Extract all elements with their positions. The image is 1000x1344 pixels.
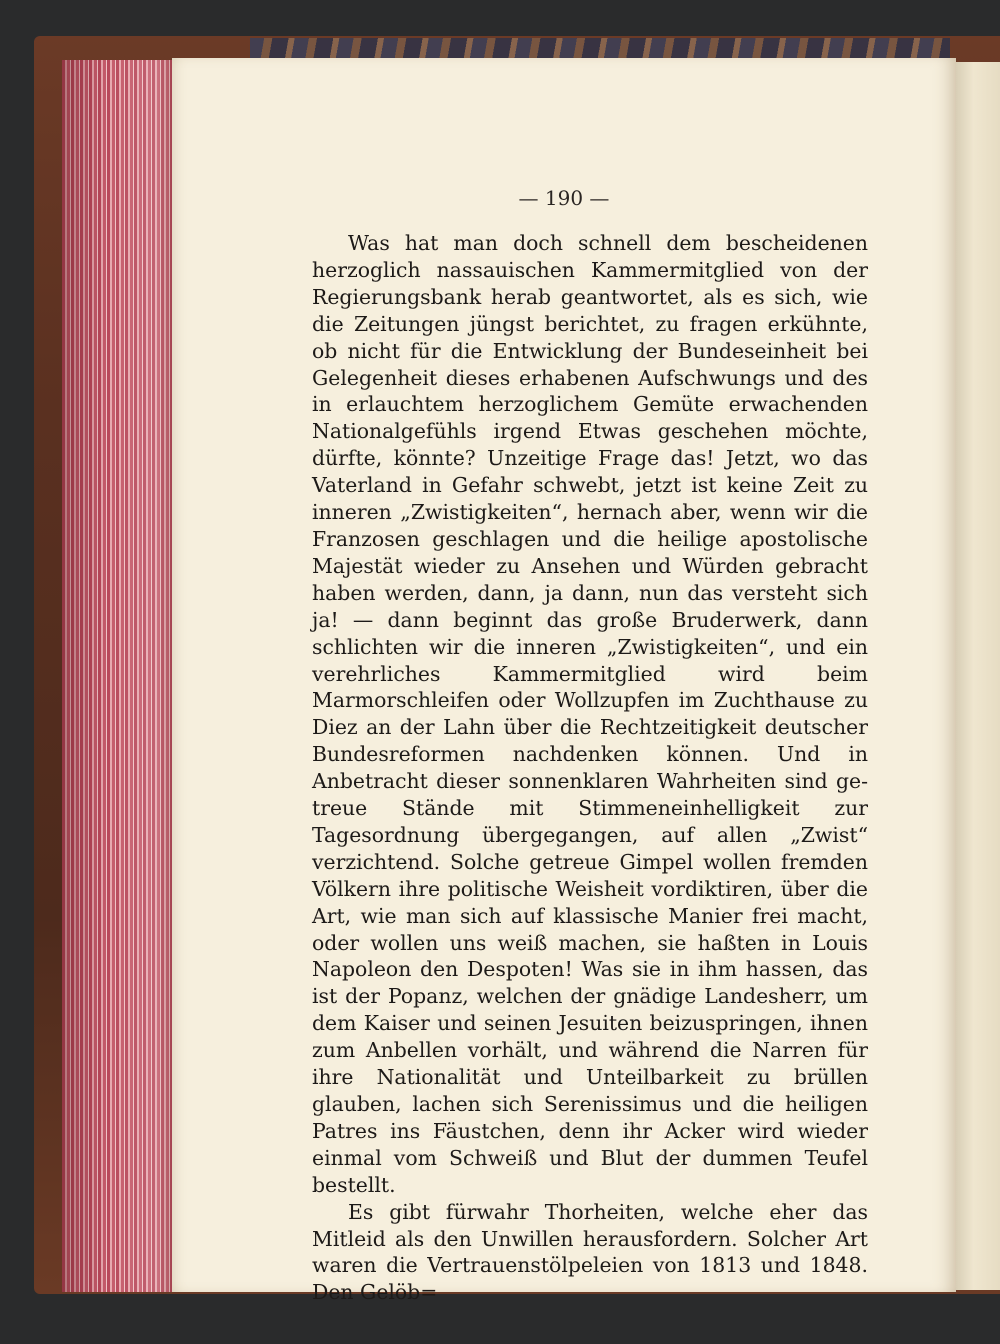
page-text xyxy=(312,230,868,1306)
paragraph: Was hat man doch schnell dem bescheidenen herzoglich nassauischen Kammermitglied von der Regierungsbank herab geantwortet, als es sich, wie die Zeitungen jüngst berichtet, zu fragen erkühnte, ob nicht für die Entwicklung der Bundeseinheit bei Gelegenheit dieses erhabenen Aufschwungs und des in erlauchtem herzoglichem Gemüte erwachenden Nationalgefühls irgend Etwas geschehen möchte, dürfte, könnte? Unzeitige Frage das! Jetzt, wo das Vaterland in Gefahr schwebt, jetzt ist keine Zeit zu inneren „Zwistigkeiten“, hernach aber, wenn wir die Franzosen geschlagen und die heilige apostolische Majestät wieder zu Ansehen und Würden gebracht haben werden, dann, ja dann, nun das versteht sich ja! — dann beginnt das große Bruderwerk, dann schlichten wir die inneren „Zwistigkeiten“, und ein verehrliches Kammermitglied wird beim Marmorschleifen oder Wollzupfen im Zuchthause zu Diez an der Lahn über die Rechtzeitigkeit deutscher Bundesreformen nachdenken können. Und in Anbetracht dieser sonnenklaren Wahrheiten sind getreue Stände mit Stimmeneinhelligkeit zur Tagesordnung übergegangen, auf allen „Zwist“ verzichtend. Solche getreue Gimpel wollen fremden Völkern ihre politische Weisheit vordiktiren, über die Art, wie man sich auf klassische Manier frei macht, oder wollen uns weiß machen, sie haßten in Louis Napoleon den Despoten! Was sie in ihm hassen, das ist der Popanz, welchen der gnädige Landesherr, um dem Kaiser und seinen Jesuiten beizuspringen, ihnen zum Anbellen vorhält, und während die Narren für ihre Nationalität und Unteilbarkeit zu brüllen glauben, lachen sich Serenissimus und die heiligen Patres ins Fäustchen, denn ihr Acker wird wieder einmal vom Schweiß und Blut der dummen Teufel bestellt. xyxy=(312,231,868,1197)
paragraph: Es gibt fürwahr Thorheiten, welche eher das Mitleid als den Unwillen herausfordern. Solcher Art waren die Vertrauenstölpeleien von 1813 und 1848. Den Gelöb= xyxy=(312,1199,868,1305)
book-page xyxy=(172,58,956,1305)
page-edges xyxy=(62,60,174,1292)
facing-page-edge xyxy=(956,62,1000,1290)
page-number: — 190 — xyxy=(518,186,610,210)
